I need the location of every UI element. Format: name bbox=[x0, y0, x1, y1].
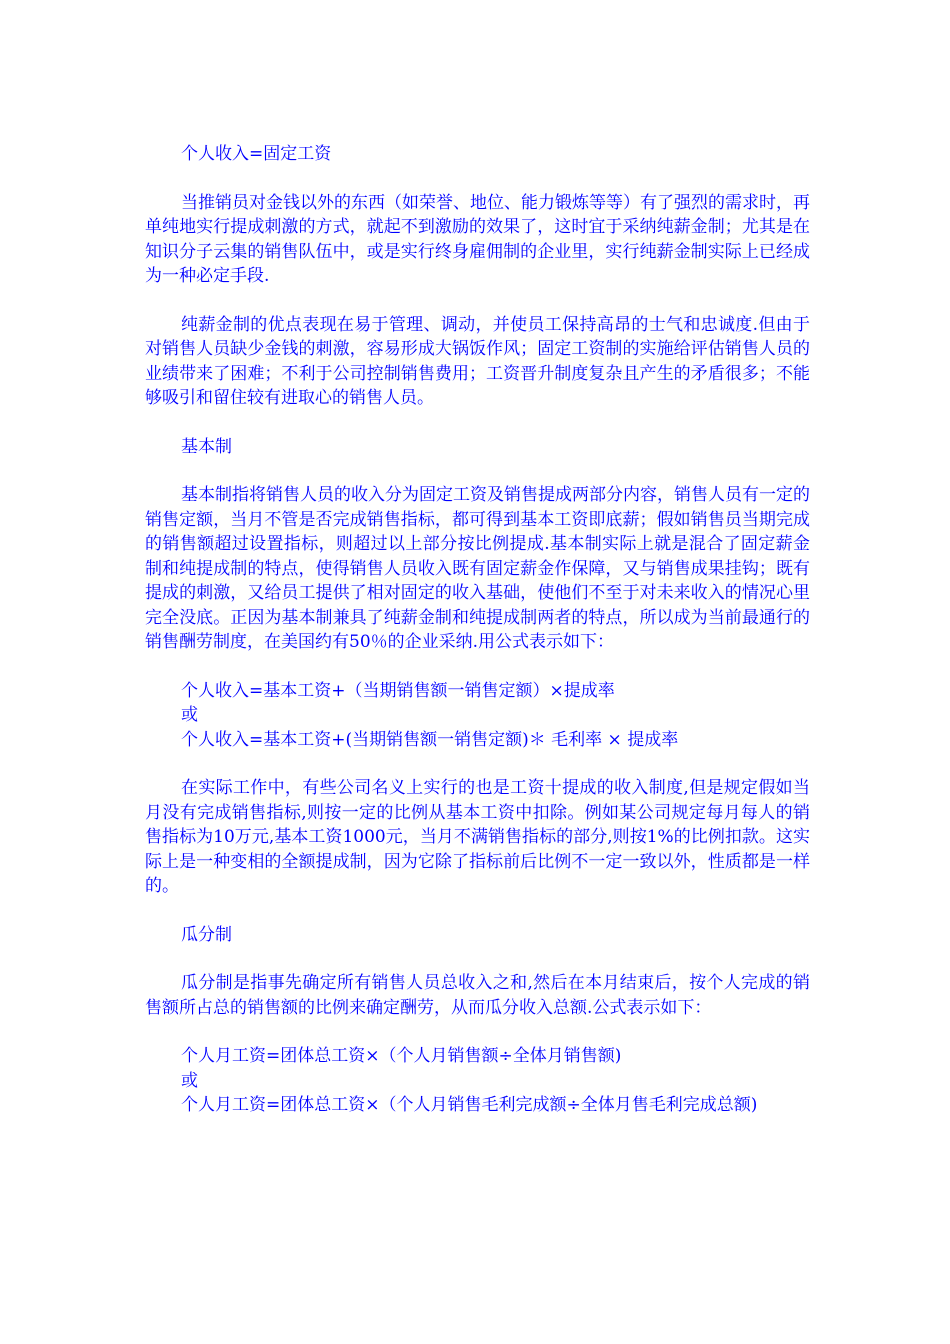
formula-basic-2: 个人收入=基本工资+(当期销售额一销售定额)＊ 毛利率 × 提成率 bbox=[181, 729, 679, 750]
formula-split-2-text: 个人月工资=团体总工资×（个人月销售毛利完成额÷全体月售毛利完成总额) bbox=[181, 1095, 758, 1115]
formula-block-split bbox=[145, 1044, 810, 1118]
formula-basic-1: 个人收入=基本工资+（当期销售额一销售定额）×提成率 bbox=[181, 680, 615, 701]
heading-basic-system: 基本制 bbox=[181, 436, 232, 457]
paragraph-split-system: 瓜分制是指事先确定所有销售人员总收入之和,然后在本月结束后，按个人完成的销售额所占总的销售额的比例来确定酬劳，从而瓜分收入总额.公式表示如下： bbox=[145, 973, 810, 1018]
heading-split-system: 瓜分制 bbox=[181, 924, 232, 945]
formula-or-1: 或 bbox=[181, 705, 198, 725]
formula-block-basic bbox=[145, 679, 810, 753]
paragraph-fixed-salary-2: 纯薪金制的优点表现在易于管理、调动，并使员工保持高昂的士气和忠诚度.但由于对销售人员缺少金钱的刺激，容易形成大锅饭作风；固定工资制的实施给评估销售人员的业绩带来了困难；不利于公司控制销售费用；工资晋升制度复杂且产生的矛盾很多；不能够吸引和留住较有进取心的销售人员。 bbox=[145, 314, 810, 408]
paragraph-basic-system: 基本制指将销售人员的收入分为固定工资及销售提成两部分内容，销售人员有一定的销售定额，当月不管是否完成销售指标，都可得到基本工资即底薪；假如销售员当期完成的销售额超过设置指标，则超过以上部分按比例提成.基本制实际上就是混合了固定薪金制和纯提成制的特点，使得销售人员收入既有固定薪金作保障，又与销售成果挂钩；既有提成的刺激，又给员工提供了相对固定的收入基础，使他们不至于对未来收入的情况心里完全没底。正因为基本制兼具了纯薪金制和纯提成制两者的特点，所以成为当前最通行的销售酬劳制度，在美国约有50％的企业采纳.用公式表示如下： bbox=[145, 485, 810, 652]
formula-or-2: 或 bbox=[181, 1070, 198, 1091]
paragraph-fixed-salary-1: 当推销员对金钱以外的东西（如荣誉、地位、能力锻炼等等）有了强烈的需求时，再单纯地实行提成刺激的方式，就起不到激励的效果了，这时宜于采纳纯薪金制；尤其是在知识分子云集的销售队伍中，或是实行终身雇佣制的企业里，实行纯薪金制实际上已经成为一种必定手段. bbox=[145, 192, 810, 286]
formula-split-1: 个人月工资=团体总工资×（个人月销售额÷全体月销售额) bbox=[181, 1046, 622, 1066]
paragraph-practice: 在实际工作中，有些公司名义上实行的也是工资十提成的收入制度,但是规定假如当月没有完成销售指标,则按一定的比例从基本工资中扣除。例如某公司规定每月每人的销售指标为10万元,基本工资1000元，当月不满销售指标的部分,则按1%的比例扣款。这实际上是一种变相的全额提成制，因为它除了指标前后比例不一定一致以外，性质都是一样的。 bbox=[145, 778, 810, 896]
formula-split-2 bbox=[181, 1093, 810, 1118]
heading-fixed-salary: 个人收入=固定工资 bbox=[181, 144, 332, 164]
document-page bbox=[145, 142, 810, 1142]
